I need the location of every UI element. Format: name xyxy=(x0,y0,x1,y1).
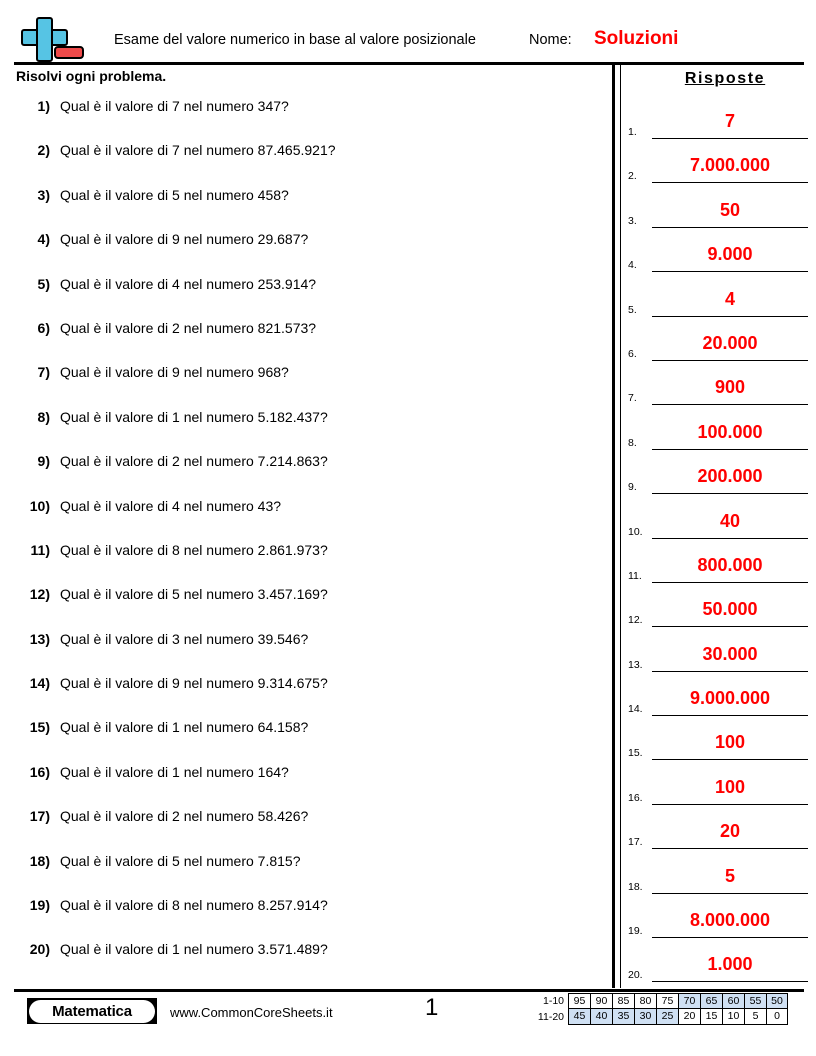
answer-number: 15. xyxy=(628,747,643,760)
answer-blank-line xyxy=(652,404,808,405)
score-row-label: 1-10 xyxy=(542,995,564,1007)
question-number: 4) xyxy=(37,231,50,248)
score-cell: 35 xyxy=(612,1009,634,1025)
question-text: Qual è il valore di 1 nel numero 3.571.489? xyxy=(60,941,328,958)
answer-value: 20.000 xyxy=(702,332,758,353)
question-number: 18) xyxy=(29,852,50,869)
answer-value: 200.000 xyxy=(697,466,763,487)
answer-number: 16. xyxy=(628,791,643,804)
answer-value: 9.000 xyxy=(707,244,753,265)
answer-blank-line xyxy=(652,981,808,982)
question-number: 3) xyxy=(37,186,50,203)
answer-number: 17. xyxy=(628,836,643,849)
answer-blank-line xyxy=(652,937,808,938)
question-row xyxy=(16,362,596,406)
question-number: 2) xyxy=(37,142,50,159)
question-number: 6) xyxy=(37,319,50,336)
answers-heading: Risposte xyxy=(684,70,766,87)
score-row-label: 11-20 xyxy=(537,1011,564,1023)
answer-blank-line xyxy=(652,493,808,494)
page-title: Esame del valore numerico in base al valore posizionale xyxy=(114,32,476,48)
question-number: 5) xyxy=(37,275,50,292)
answer-number: 20. xyxy=(628,969,643,982)
answer-value: 7.000.000 xyxy=(689,155,771,176)
question-text: Qual è il valore di 2 nel numero 821.573? xyxy=(60,319,317,336)
score-cell: 80 xyxy=(634,993,656,1009)
answer-blank-line xyxy=(652,893,808,894)
plus-minus-logo-icon xyxy=(14,16,84,64)
score-cell: 60 xyxy=(722,993,744,1009)
answer-blank-line xyxy=(652,138,808,139)
answer-blank-line xyxy=(652,715,808,716)
question-number: 14) xyxy=(29,675,50,692)
answer-blank-line xyxy=(652,538,808,539)
question-text: Qual è il valore di 5 nel numero 458? xyxy=(60,186,289,203)
question-row xyxy=(16,895,596,939)
answer-blank-line xyxy=(652,449,808,450)
answer-blank-line xyxy=(652,271,808,272)
score-grid xyxy=(530,993,788,1025)
question-row xyxy=(16,407,596,451)
answer-number: 3. xyxy=(628,214,637,227)
score-cell: 30 xyxy=(634,1009,656,1025)
question-row xyxy=(16,96,596,140)
question-text: Qual è il valore di 7 nel numero 87.465.921? xyxy=(60,142,336,159)
answer-number: 7. xyxy=(628,392,637,405)
question-number: 7) xyxy=(37,364,50,381)
answer-value: 50 xyxy=(719,199,741,220)
question-number: 1) xyxy=(37,98,50,114)
question-number: 19) xyxy=(29,897,50,914)
question-row xyxy=(16,496,596,540)
question-row xyxy=(16,274,596,318)
answer-number: 11. xyxy=(628,569,642,582)
answer-row xyxy=(628,193,808,237)
answer-row xyxy=(628,370,808,414)
answer-row xyxy=(628,637,808,681)
question-number: 15) xyxy=(29,719,50,736)
answer-row xyxy=(628,859,808,903)
answer-row xyxy=(628,237,808,281)
brand-badge xyxy=(27,998,157,1024)
answer-blank-line xyxy=(652,671,808,672)
score-row xyxy=(530,993,788,1009)
question-list xyxy=(16,96,596,984)
answer-row xyxy=(628,415,808,459)
answer-number: 12. xyxy=(628,614,643,627)
answer-value: 30.000 xyxy=(702,643,758,664)
answer-blank-line xyxy=(652,316,808,317)
answer-row xyxy=(628,104,808,148)
answer-blank-line xyxy=(652,182,808,183)
answer-blank-line xyxy=(652,848,808,849)
answer-value: 50.000 xyxy=(702,599,758,620)
score-cell: 75 xyxy=(656,993,678,1009)
question-row xyxy=(16,540,596,584)
question-text: Qual è il valore di 1 nel numero 164? xyxy=(60,763,289,780)
question-row xyxy=(16,762,596,806)
instruction-text: Risolvi ogni problema. xyxy=(16,68,167,84)
question-number: 11) xyxy=(30,541,50,558)
question-row xyxy=(16,717,596,761)
question-text: Qual è il valore di 2 nel numero 7.214.863? xyxy=(60,453,328,470)
question-row xyxy=(16,451,596,495)
column-divider-thick xyxy=(612,64,615,988)
answer-value: 1.000 xyxy=(707,954,753,975)
question-row xyxy=(16,318,596,362)
score-cell: 15 xyxy=(700,1009,722,1025)
answer-number: 8. xyxy=(628,436,637,449)
answer-row xyxy=(628,725,808,769)
answer-value: 40 xyxy=(719,510,741,531)
question-row xyxy=(16,851,596,895)
score-cell: 55 xyxy=(744,993,766,1009)
answer-number: 13. xyxy=(628,658,643,671)
answer-value: 7 xyxy=(724,111,735,131)
score-cell: 10 xyxy=(722,1009,744,1025)
score-cell: 90 xyxy=(590,993,612,1009)
answer-number: 4. xyxy=(628,259,637,272)
question-row xyxy=(16,806,596,850)
question-text: Qual è il valore di 3 nel numero 39.546? xyxy=(60,630,309,647)
answer-value: 100.000 xyxy=(697,421,763,442)
answer-blank-line xyxy=(652,759,808,760)
answer-number: 5. xyxy=(628,303,637,316)
answer-blank-line xyxy=(652,626,808,627)
score-cell: 5 xyxy=(744,1009,766,1025)
score-row xyxy=(530,1009,788,1025)
question-text: Qual è il valore di 9 nel numero 9.314.675? xyxy=(60,675,328,692)
question-text: Qual è il valore di 5 nel numero 3.457.169? xyxy=(60,586,328,603)
brand-label: Matematica xyxy=(52,1002,132,1020)
logo-plus-center-fill xyxy=(38,31,51,44)
question-number: 17) xyxy=(29,808,50,825)
answer-row xyxy=(628,459,808,503)
worksheet-header xyxy=(14,16,804,64)
answer-value: 8.000.000 xyxy=(689,910,771,931)
question-text: Qual è il valore di 1 nel numero 64.158? xyxy=(60,719,309,736)
score-cell: 65 xyxy=(700,993,722,1009)
question-text: Qual è il valore di 4 nel numero 43? xyxy=(60,497,282,514)
answer-number: 6. xyxy=(628,347,637,360)
question-number: 20) xyxy=(29,941,50,958)
website-url: www.CommonCoreSheets.it xyxy=(170,1005,333,1020)
question-text: Qual è il valore di 9 nel numero 29.687? xyxy=(60,231,309,248)
question-text: Qual è il valore di 8 nel numero 8.257.914? xyxy=(60,897,328,914)
answer-value: 4 xyxy=(724,288,735,309)
name-value: Soluzioni xyxy=(594,28,679,49)
score-cell: 0 xyxy=(766,1009,788,1025)
answer-row xyxy=(628,681,808,725)
answer-value: 100 xyxy=(714,732,746,753)
answer-number: 10. xyxy=(628,525,643,538)
question-row xyxy=(16,939,596,983)
answer-value: 900 xyxy=(714,377,746,398)
question-number: 8) xyxy=(37,408,50,425)
answer-row xyxy=(628,770,808,814)
answer-blank-line xyxy=(652,582,808,583)
question-text: Qual è il valore di 7 nel numero 347? xyxy=(60,98,289,114)
answer-value: 20 xyxy=(719,821,741,842)
answer-row xyxy=(628,326,808,370)
name-label: Nome: xyxy=(529,32,572,48)
score-cell: 20 xyxy=(678,1009,700,1025)
score-cell: 50 xyxy=(766,993,788,1009)
answer-row xyxy=(628,903,808,947)
answer-row xyxy=(628,504,808,548)
question-number: 10) xyxy=(29,497,50,514)
answer-row xyxy=(628,947,808,991)
score-cell: 85 xyxy=(612,993,634,1009)
question-row xyxy=(16,140,596,184)
answer-blank-line xyxy=(652,360,808,361)
question-row xyxy=(16,584,596,628)
question-text: Qual è il valore di 5 nel numero 7.815? xyxy=(60,852,301,869)
footer-divider xyxy=(14,989,804,992)
answer-value: 100 xyxy=(714,776,746,797)
score-cell: 70 xyxy=(678,993,700,1009)
question-text: Qual è il valore di 9 nel numero 968? xyxy=(60,364,289,381)
score-cell: 40 xyxy=(590,1009,612,1025)
logo-minus-bar xyxy=(54,46,84,59)
question-text: Qual è il valore di 4 nel numero 253.914? xyxy=(60,275,317,292)
question-row xyxy=(16,629,596,673)
answer-value: 5 xyxy=(724,865,735,886)
answer-number: 2. xyxy=(628,170,637,183)
question-text: Qual è il valore di 1 nel numero 5.182.437? xyxy=(60,408,328,425)
score-cell: 25 xyxy=(656,1009,678,1025)
answer-row xyxy=(628,814,808,858)
question-row xyxy=(16,673,596,717)
question-number: 13) xyxy=(29,630,50,647)
question-row xyxy=(16,185,596,229)
answer-number: 1. xyxy=(628,126,637,138)
question-number: 12) xyxy=(29,586,50,603)
score-cell: 45 xyxy=(568,1009,590,1025)
question-number: 9) xyxy=(37,453,50,470)
question-text: Qual è il valore di 2 nel numero 58.426? xyxy=(60,808,309,825)
brand-pill xyxy=(29,1000,155,1023)
question-text: Qual è il valore di 8 nel numero 2.861.973? xyxy=(60,541,328,558)
answer-row xyxy=(628,548,808,592)
answer-row xyxy=(628,592,808,636)
answer-row xyxy=(628,148,808,192)
question-row xyxy=(16,229,596,273)
answer-number: 9. xyxy=(628,481,637,494)
answer-blank-line xyxy=(652,227,808,228)
answer-number: 19. xyxy=(628,925,643,938)
score-cell: 95 xyxy=(568,993,590,1009)
question-number: 16) xyxy=(29,763,50,780)
answer-blank-line xyxy=(652,804,808,805)
answer-number: 14. xyxy=(628,703,643,716)
answer-list xyxy=(628,104,808,992)
answer-number: 18. xyxy=(628,880,643,893)
header-divider xyxy=(14,62,804,65)
answer-value: 800.000 xyxy=(697,554,763,575)
page-number: 1 xyxy=(425,994,439,1021)
answer-row xyxy=(628,282,808,326)
answer-value: 9.000.000 xyxy=(689,688,771,709)
column-divider-thin xyxy=(620,64,621,988)
